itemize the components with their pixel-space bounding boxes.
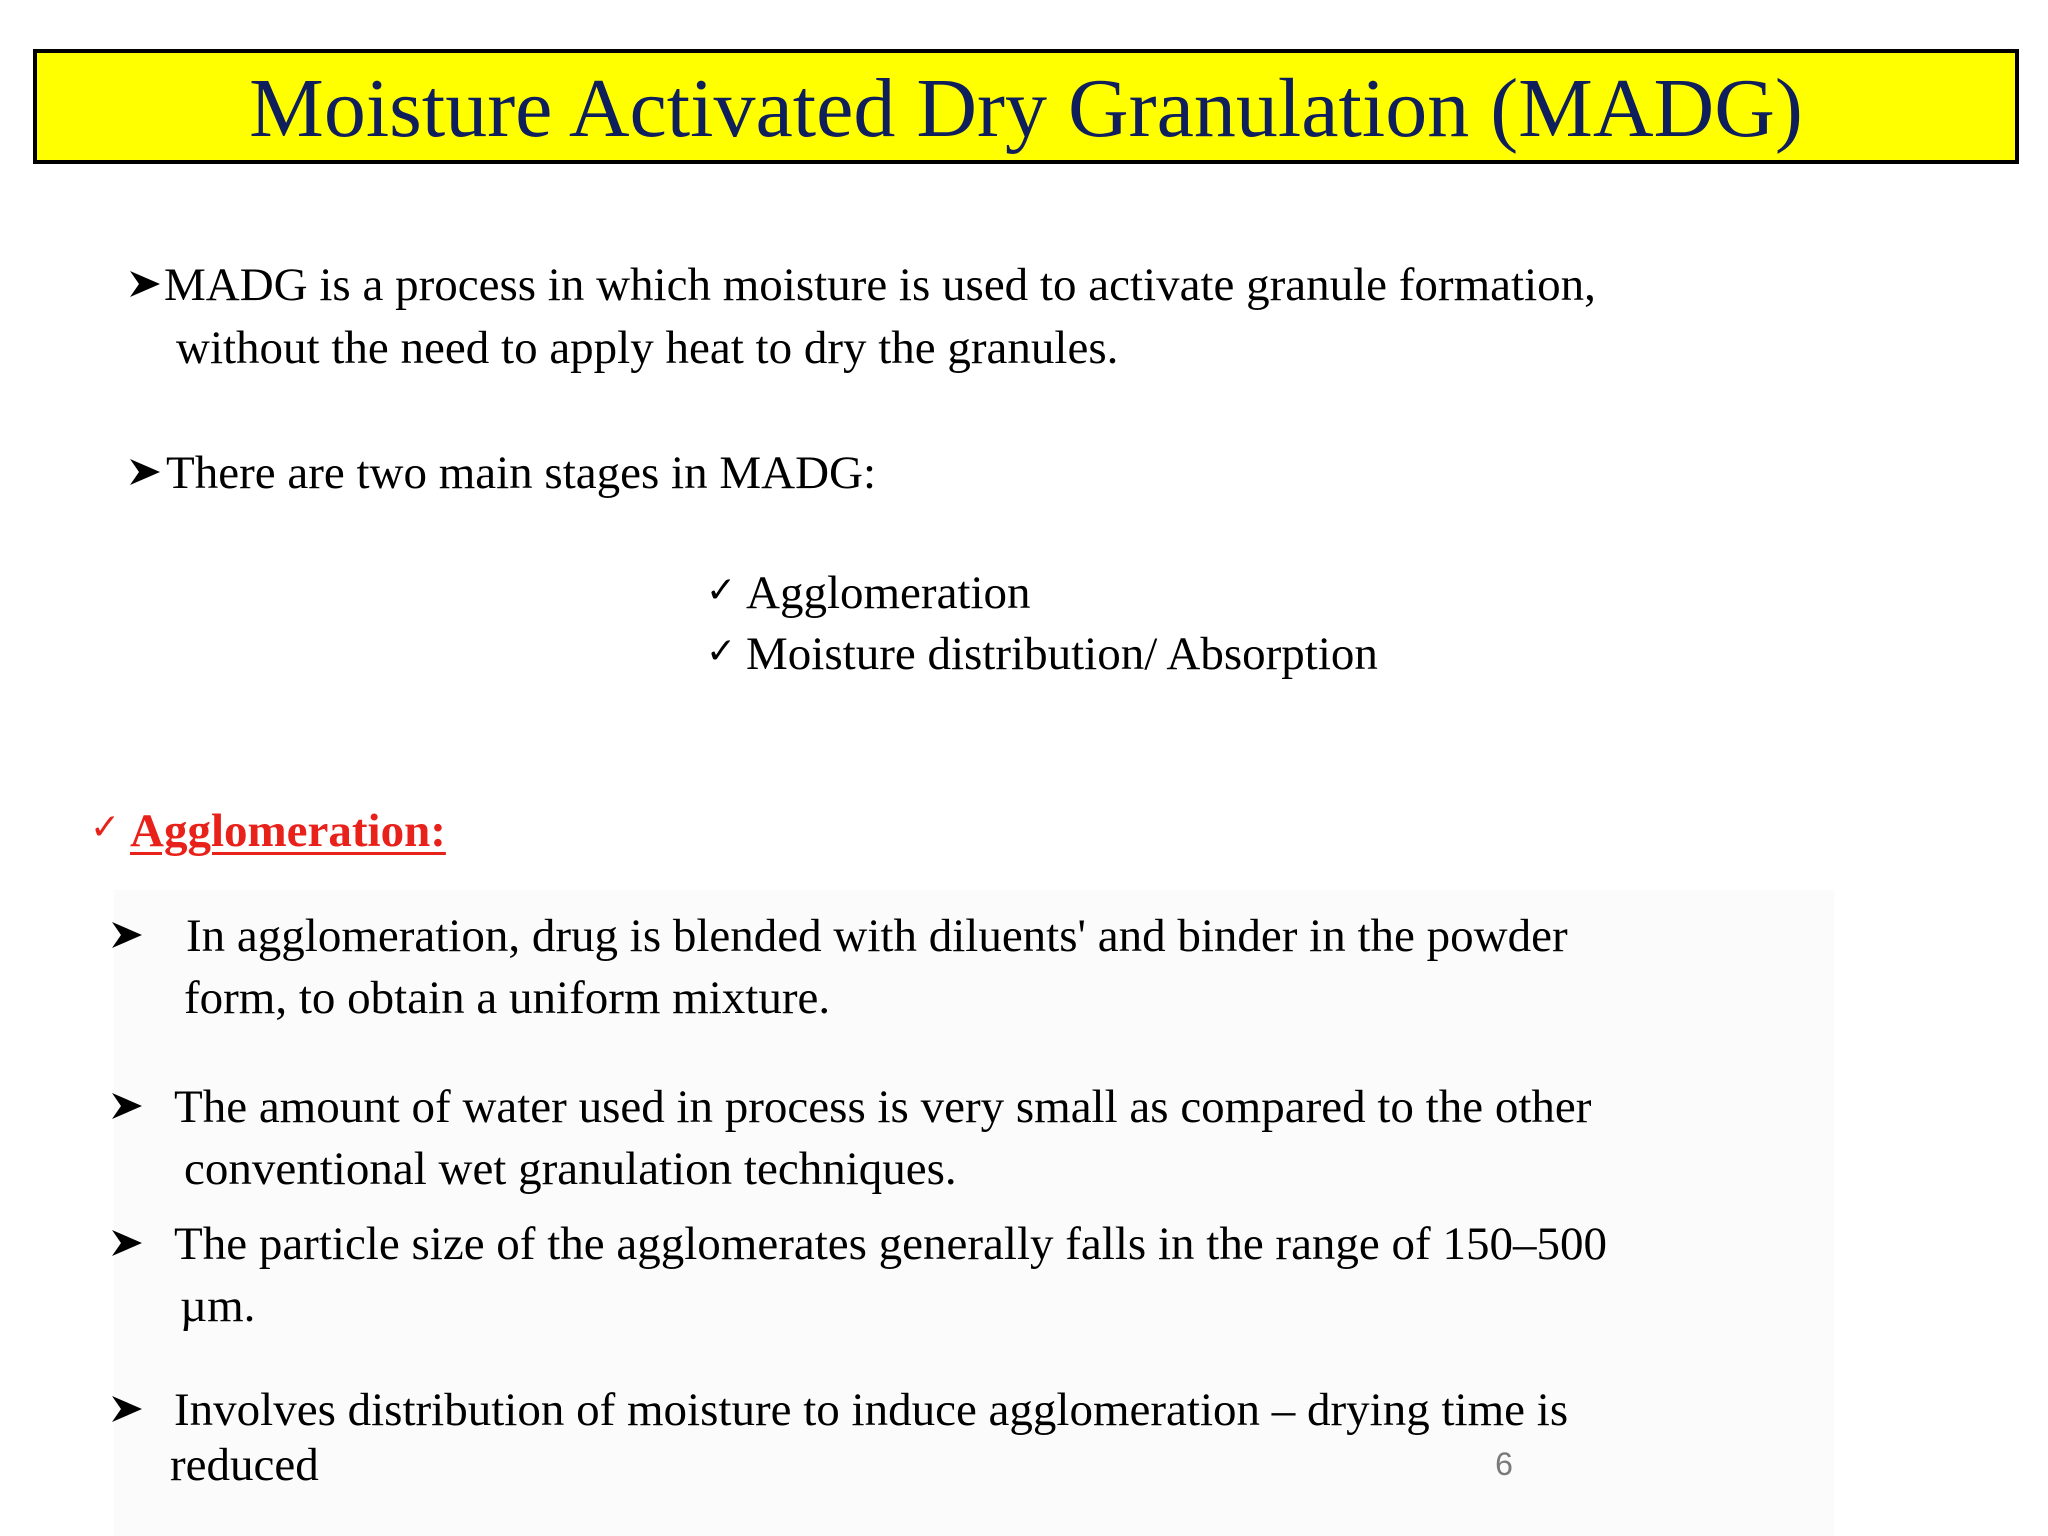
arrow-bullet-icon	[110, 1089, 144, 1123]
arrow-bullet-icon	[110, 1226, 144, 1260]
point-3-line-1: The particle size of the agglomerates generally falls in the range of 150–500	[174, 1218, 1607, 1270]
intro-bullet-2: There are two main stages in MADG:	[166, 447, 877, 499]
stage-item-2: Moisture distribution/ Absorption	[746, 628, 1378, 680]
point-1-line-2: form, to obtain a uniform mixture.	[184, 972, 831, 1024]
checkmark-icon: ✓	[706, 631, 737, 672]
point-3-line-2: µm.	[180, 1280, 256, 1332]
point-4-line-1: Involves distribution of moisture to induce agglomeration – drying time is	[174, 1384, 1569, 1436]
intro-bullet-1-line-2: without the need to apply heat to dry the granules.	[176, 322, 1119, 374]
arrow-bullet-icon	[128, 455, 162, 489]
point-2-line-2: conventional wet granulation techniques.	[184, 1143, 957, 1195]
section-heading: Agglomeration:	[130, 805, 446, 857]
point-1-line-1: In agglomeration, drug is blended with diluents' and binder in the powder	[186, 910, 1568, 962]
intro-bullet-1-line-1: MADG is a process in which moisture is used to activate granule formation,	[164, 259, 1596, 311]
slide-title: Moisture Activated Dry Granulation (MADG)	[249, 61, 1803, 155]
point-2-line-1: The amount of water used in process is very small as compared to the other	[174, 1081, 1592, 1133]
arrow-bullet-icon	[128, 267, 162, 301]
page-number: 6	[1495, 1446, 1513, 1482]
arrow-bullet-icon	[110, 918, 144, 952]
checkmark-icon: ✓	[706, 570, 737, 611]
stage-item-1: Agglomeration	[746, 567, 1031, 619]
point-4-line-2: reduced	[170, 1439, 319, 1491]
checkmark-icon: ✓	[90, 807, 121, 848]
title-banner	[33, 49, 2019, 164]
arrow-bullet-icon	[110, 1392, 144, 1426]
